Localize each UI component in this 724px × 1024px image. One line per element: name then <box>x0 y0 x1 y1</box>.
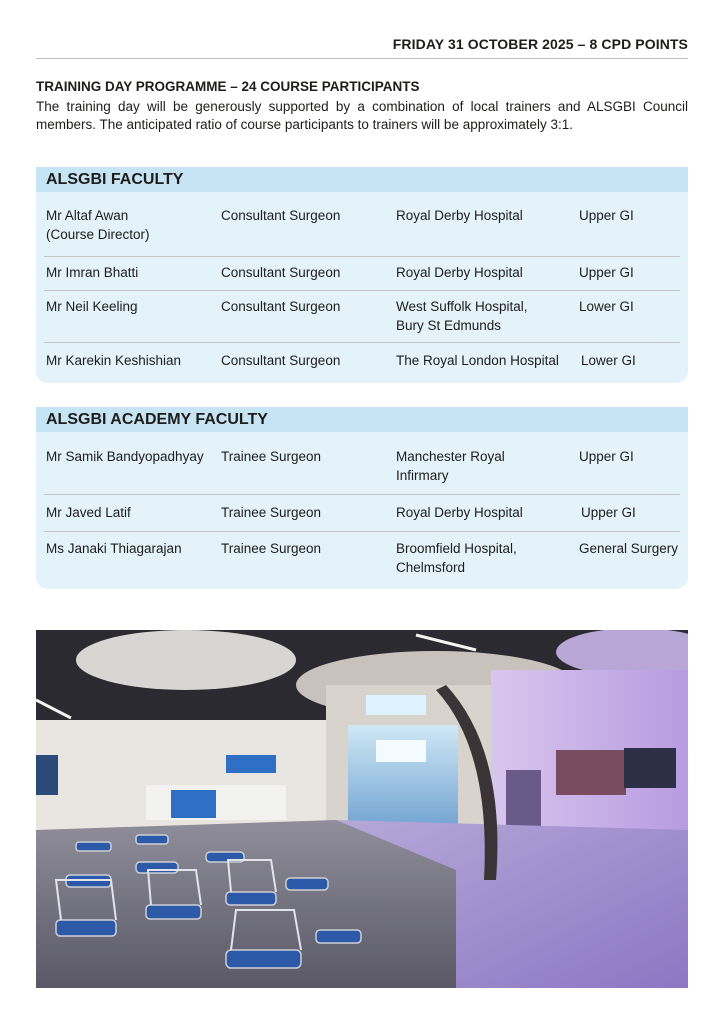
faculty-specialty: Upper GI <box>579 265 634 280</box>
academy-name: Mr Samik Bandyopadhyay <box>46 449 204 464</box>
academy-panel <box>36 407 688 589</box>
academy-row <box>44 503 680 532</box>
academy-specialty: Upper GI <box>581 505 636 520</box>
academy-role: Trainee Surgeon <box>221 541 322 556</box>
faculty-specialty: Lower GI <box>581 353 636 368</box>
faculty-hospital-line2: Bury St Edmunds <box>396 318 502 333</box>
programme-heading: TRAINING DAY PROGRAMME – 24 COURSE PARTICIPANTS <box>36 79 420 94</box>
training-facility-illustration <box>36 630 688 988</box>
faculty-row <box>44 206 680 257</box>
faculty-panel-title: ALSGBI FACULTY <box>36 167 688 192</box>
faculty-hospital: West Suffolk Hospital, <box>396 299 528 314</box>
academy-specialty: Upper GI <box>579 449 634 464</box>
faculty-specialty: Upper GI <box>579 208 634 223</box>
academy-hospital-line2: Infirmary <box>396 468 449 483</box>
academy-role: Trainee Surgeon <box>221 449 322 464</box>
faculty-specialty: Lower GI <box>579 299 634 314</box>
faculty-hospital: The Royal London Hospital <box>396 353 559 368</box>
header-divider <box>36 58 688 59</box>
programme-intro: The training day will be generously supported by a combination of local trainers and ALSGBI Council members. The anticipated ratio of course participants to trainers will be approximately 3:1. <box>36 99 688 132</box>
academy-name: Mr Javed Latif <box>46 505 131 520</box>
faculty-row <box>44 351 680 373</box>
academy-hospital: Manchester Royal <box>396 449 505 464</box>
academy-row <box>44 539 680 583</box>
academy-panel-title: ALSGBI ACADEMY FACULTY <box>36 407 688 432</box>
faculty-panel <box>36 167 688 383</box>
academy-hospital: Royal Derby Hospital <box>396 505 523 520</box>
faculty-hospital: Royal Derby Hospital <box>396 265 523 280</box>
faculty-role: Consultant Surgeon <box>221 353 341 368</box>
faculty-name: Mr Karekin Keshishian <box>46 353 182 368</box>
faculty-role: Consultant Surgeon <box>221 208 341 223</box>
academy-role: Trainee Surgeon <box>221 505 322 520</box>
academy-row <box>44 447 680 495</box>
faculty-name: Mr Neil Keeling <box>46 299 138 314</box>
faculty-row <box>44 263 680 291</box>
faculty-row <box>44 297 680 343</box>
academy-hospital-line2: Chelmsford <box>396 560 466 575</box>
academy-hospital: Broomfield Hospital, <box>396 541 517 556</box>
faculty-name-note: (Course Director) <box>46 227 150 242</box>
training-facility-photo <box>36 630 688 988</box>
faculty-name: Mr Altaf Awan <box>46 208 129 223</box>
faculty-role: Consultant Surgeon <box>221 265 341 280</box>
academy-name: Ms Janaki Thiagarajan <box>46 541 182 556</box>
faculty-name: Mr Imran Bhatti <box>46 265 139 280</box>
header-date-cpd: FRIDAY 31 OCTOBER 2025 – 8 CPD POINTS <box>392 36 688 52</box>
faculty-role: Consultant Surgeon <box>221 299 341 314</box>
academy-specialty: General Surgery <box>579 541 679 556</box>
faculty-hospital: Royal Derby Hospital <box>396 208 523 223</box>
